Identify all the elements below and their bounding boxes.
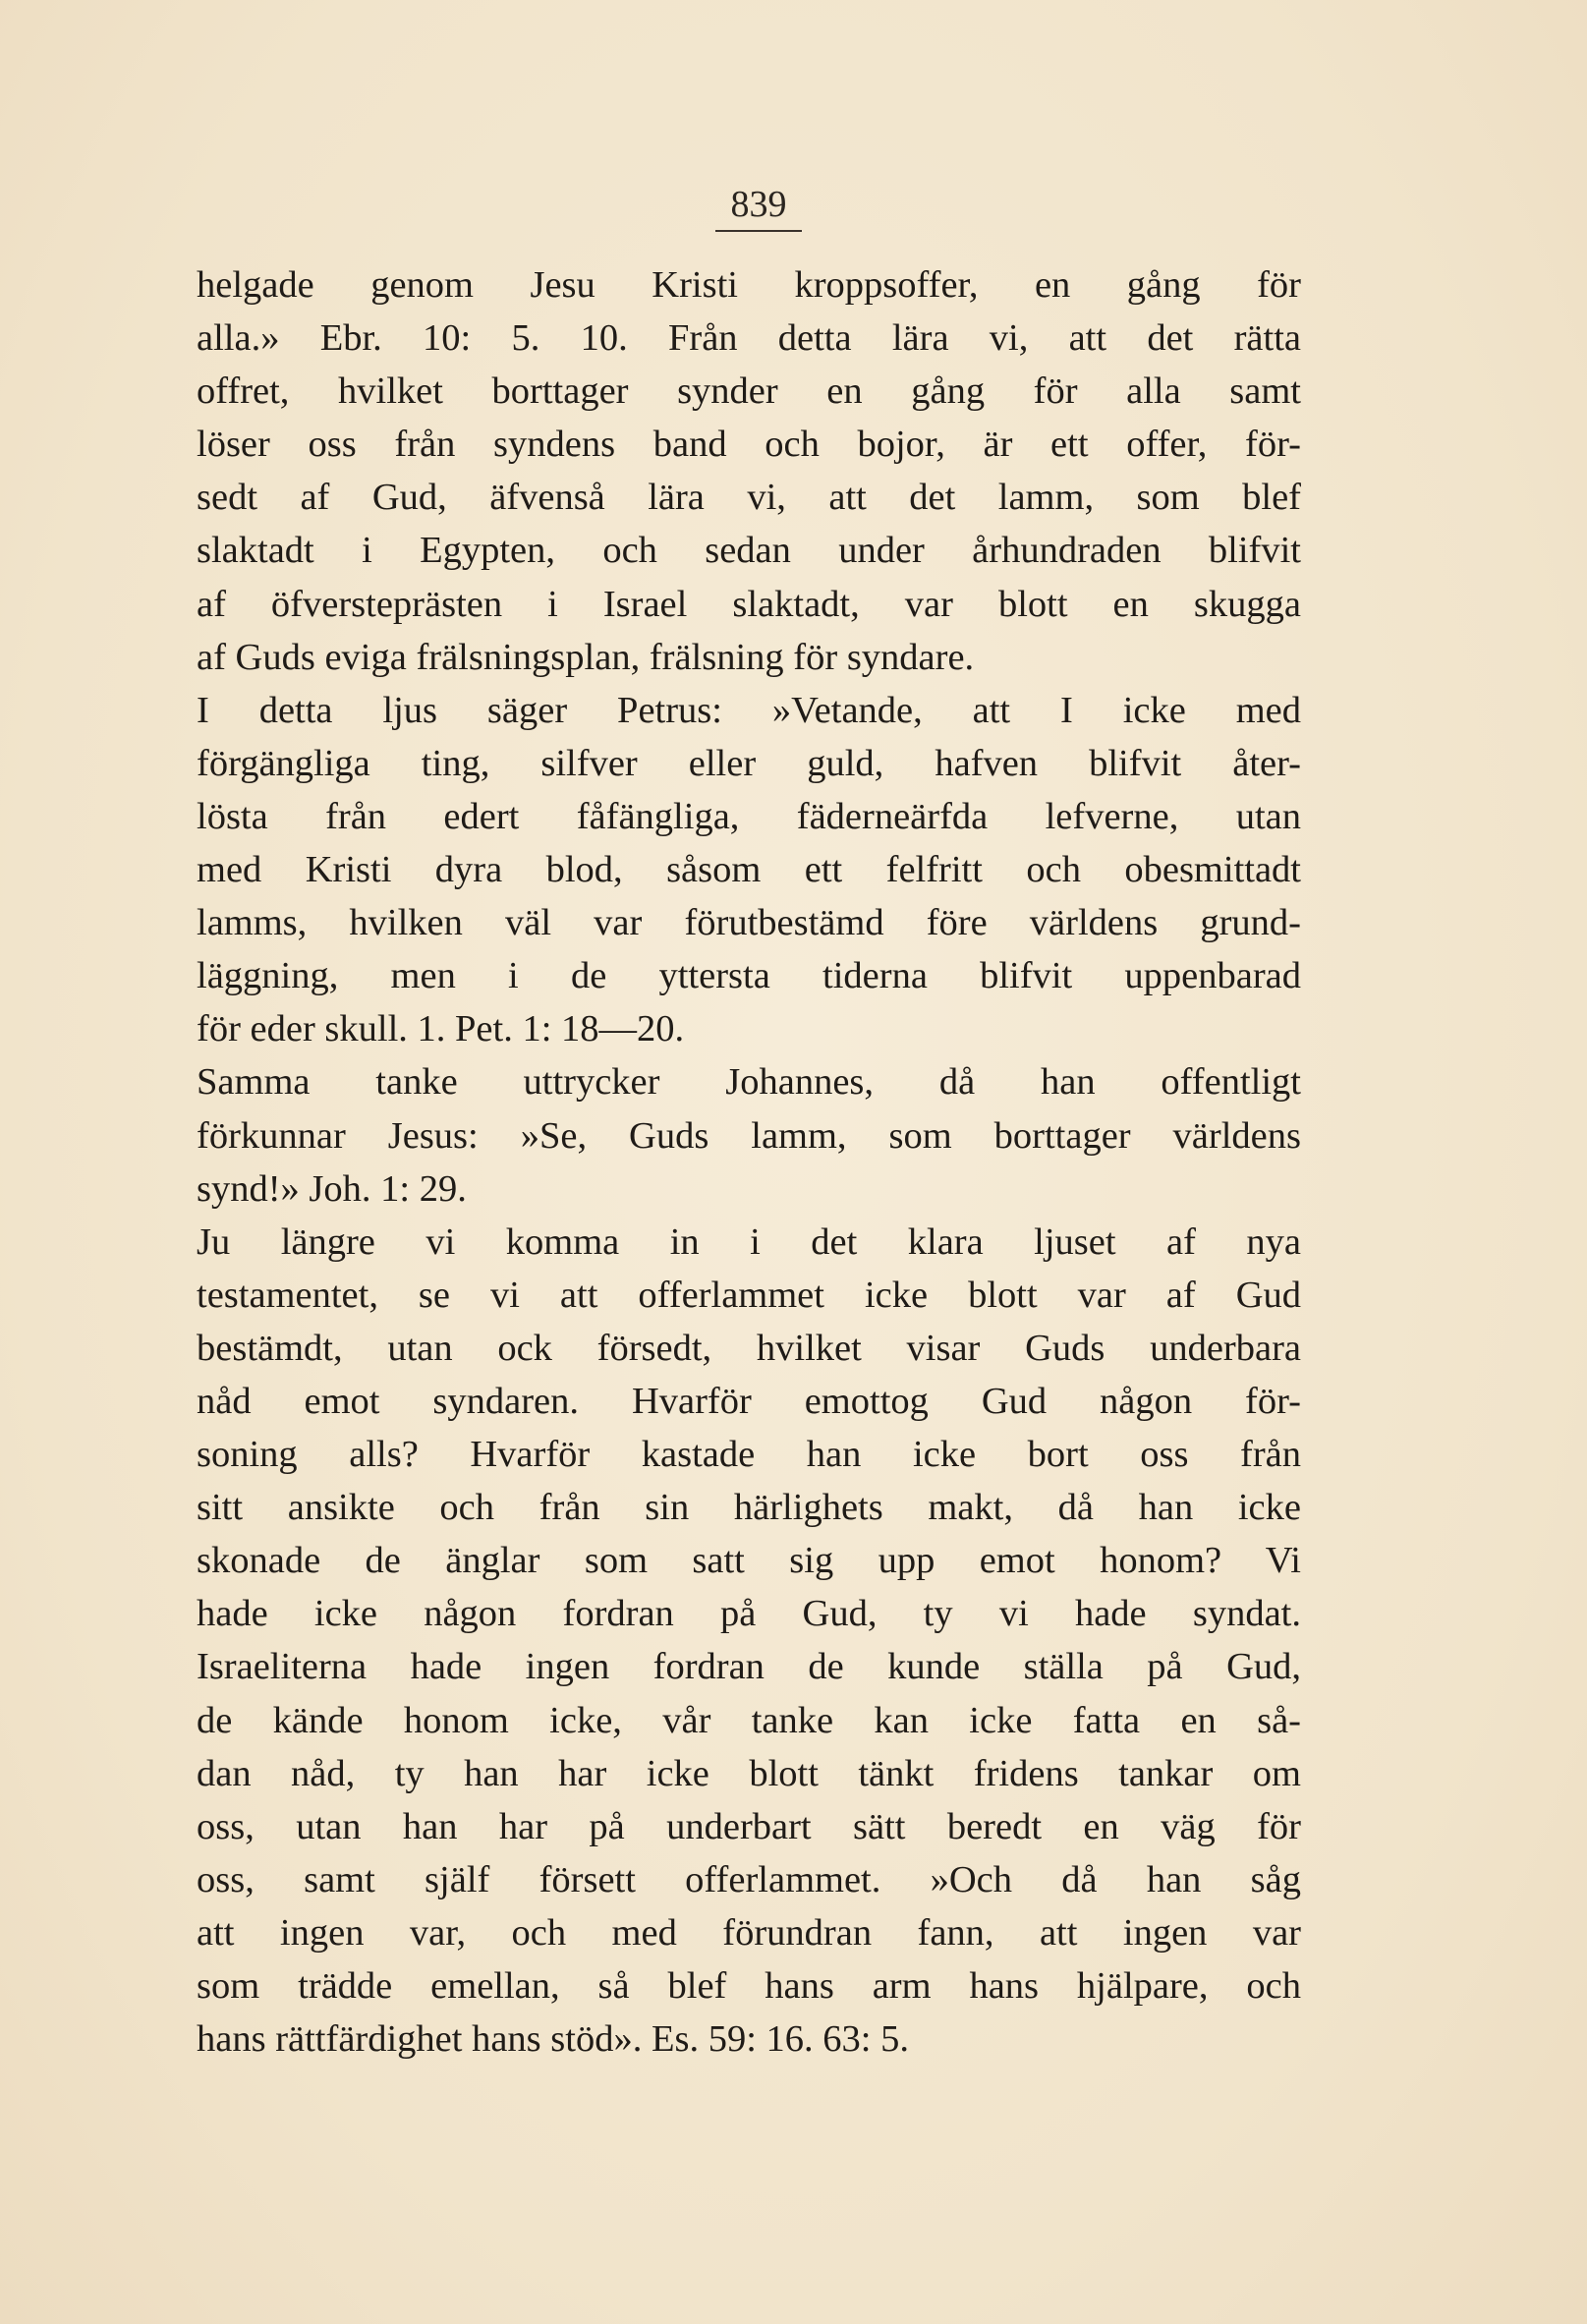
text-line: med Kristi dyra blod, såsom ett felfritt och obesmittadt [197,849,1301,891]
text-line: Ju längre vi komma in i det klara ljuset af nya [197,1220,1301,1263]
text-line: för eder skull. 1. Pet. 1: 18—20. [197,1008,685,1050]
text-line: dan nåd, ty han har icke blott tänkt fridens tankar om [197,1752,1301,1794]
text-line: testamentet, se vi att offerlammet icke blott var af Gud [197,1274,1301,1316]
text-line: sitt ansikte och från sin härlighets makt, då han icke [197,1487,1301,1529]
text-line: läggning, men i de yttersta tiderna blifvit uppenbarad [197,955,1301,997]
body-text [197,258,1301,2066]
text-line: lösta från edert fåfängliga, fäderneärfda lefverne, utan [197,795,1301,837]
text-line: hade icke någon fordran på Gud, ty vi hade syndat. [197,1593,1301,1635]
text-line: Samma tanke uttrycker Johannes, då han offentligt [197,1061,1301,1104]
text-line: slaktadt i Egypten, och sedan under århundraden blifvit [197,530,1301,572]
text-line: lamms, hvilken väl var förutbestämd före världens grund- [197,902,1301,944]
text-line: förgängliga ting, silfver eller guld, hafven blifvit åter- [197,742,1301,784]
text-line: som trädde emellan, så blef hans arm hans hjälpare, och [197,1965,1301,2007]
text-line: bestämdt, utan ock försedt, hvilket visar Guds underbara [197,1327,1301,1369]
text-line: skonade de änglar som satt sig upp emot honom? Vi [197,1540,1301,1582]
text-line: I detta ljus säger Petrus: »Vetande, att I icke med [197,689,1301,731]
text-line: oss, utan han har på underbart sätt beredt en väg för [197,1805,1301,1847]
text-line: att ingen var, och med förundran fann, att ingen var [197,1911,1301,1954]
page-number: 839 [715,185,802,232]
text-line: helgade genom Jesu Kristi kroppsoffer, en gång för [197,264,1301,306]
text-line: nåd emot syndaren. Hvarför emottog Gud någon för- [197,1380,1301,1422]
text-line: de kände honom icke, vår tanke kan icke fatta en så- [197,1699,1301,1741]
text-line: soning alls? Hvarför kastade han icke bort oss från [197,1434,1301,1476]
text-line: af öfversteprästen i Israel slaktadt, var blott en skugga [197,583,1301,625]
text-line: synd!» Joh. 1: 29. [197,1167,467,1210]
text-line: sedt af Gud, äfvenså lära vi, att det lamm, som blef [197,477,1301,519]
text-line: löser oss från syndens band och bojor, är ett offer, för- [197,424,1301,466]
text-line: hans rättfärdighet hans stöd». Es. 59: 16. 63: 5. [197,2018,909,2061]
text-line: af Guds eviga frälsningsplan, frälsning för syndare. [197,636,975,678]
text-line: förkunnar Jesus: »Se, Guds lamm, som borttager världens [197,1114,1301,1157]
text-line: Israeliterna hade ingen fordran de kunde ställa på Gud, [197,1646,1301,1688]
text-line: oss, samt själf försett offerlammet. »Och då han såg [197,1858,1301,1900]
text-line: offret, hvilket borttager synder en gång för alla samt [197,370,1301,413]
text-line: alla.» Ebr. 10: 5. 10. Från detta lära vi, att det rätta [197,317,1301,360]
